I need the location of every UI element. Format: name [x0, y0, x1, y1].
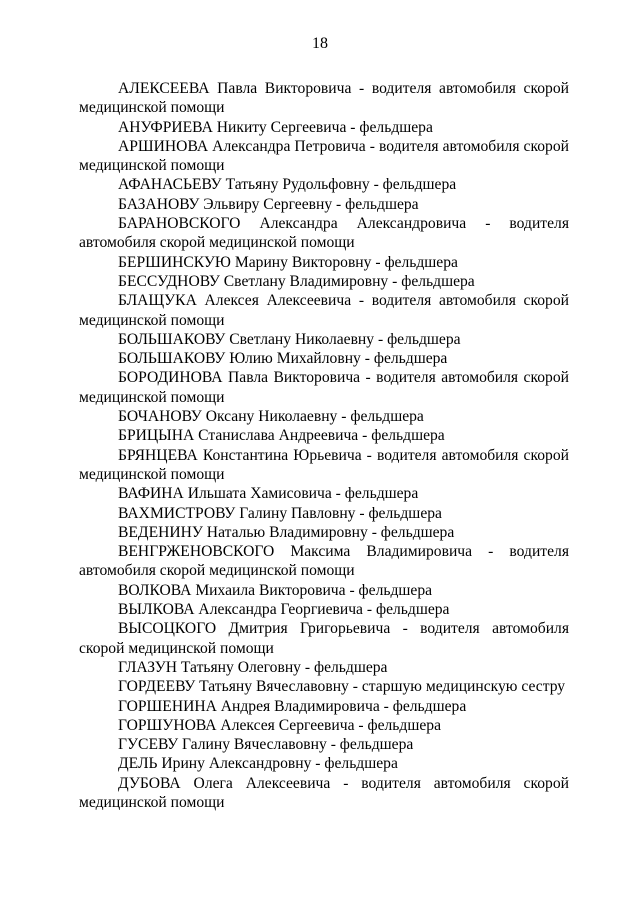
list-item: ВЫЛКОВА Александра Георгиевича - фельдшера	[118, 601, 450, 619]
list-item: БЕРШИНСКУЮ Марину Викторовну - фельдшера	[118, 253, 458, 271]
list-item: АФАНАСЬЕВУ Татьяну Рудольфовну - фельдшера	[118, 176, 457, 194]
list-item: АРШИНОВА Александра Петровича - водителя автомобиля скорой медицинской помощи	[79, 137, 569, 175]
list-item: АЛЕКСЕЕВА Павла Викторовича - водителя автомобиля скорой медицинской помощи	[79, 80, 569, 117]
list-item: БОЧАНОВУ Оксану Николаевну - фельдшера	[118, 408, 424, 426]
list-item: БОЛЬШАКОВУ Светлану Николаевну - фельдшера	[118, 330, 461, 348]
list-item: ГОРШЕНИНА Андрея Владимировича - фельдшера	[118, 697, 467, 715]
list-item: БАЗАНОВУ Эльвиру Сергеевну - фельдшера	[118, 195, 419, 213]
list-item: ГОРДЕЕВУ Татьяну Вячеславовну - старшую медицинскую сестру	[118, 678, 566, 696]
list-item: БЛАЩУКА Алексея Алексеевича - водителя автомобиля скорой медицинской помощи	[79, 292, 569, 329]
list-item: ВОЛКОВА Михаила Викторовича - фельдшера	[118, 581, 433, 599]
list-item: БРЯНЦЕВА Константина Юрьевича - водителя автомобиля скорой медицинской помощи	[79, 446, 569, 483]
list-item: БОЛЬШАКОВУ Юлию Михайловну - фельдшера	[118, 350, 448, 368]
list-item: БАРАНОВСКОГО Александра Александровича - водителя автомобиля скорой медицинской помощи	[79, 215, 569, 252]
list-item: ГОРШУНОВА Алексея Сергеевича - фельдшера	[118, 716, 441, 734]
page-number: 18	[312, 35, 328, 52]
list-item: ВЫСОЦКОГО Дмитрия Григорьевича - водителя автомобиля скорой медицинской помощи	[79, 620, 569, 657]
list-item: ВЕНГРЖЕНОВСКОГО Максима Владимировича - водителя автомобиля скорой медицинской помощи	[79, 543, 569, 580]
list-item: БРИЦЫНА Станислава Андреевича - фельдшера	[118, 427, 445, 445]
personnel-list	[79, 79, 569, 812]
list-item: ДУБОВА Олега Алексеевича - водителя автомобиля скорой медицинской помощи	[79, 774, 569, 811]
list-item: ГУСЕВУ Галину Вячеславовну - фельдшера	[118, 736, 414, 754]
list-item: АНУФРИЕВА Никиту Сергеевича - фельдшера	[118, 118, 433, 136]
list-item: ВАФИНА Ильшата Хамисовича - фельдшера	[118, 485, 419, 503]
list-item: ВАХМИСТРОВУ Галину Павловну - фельдшера	[118, 504, 442, 522]
list-item: БОРОДИНОВА Павла Викторовича - водителя автомобиля скорой медицинской помощи	[79, 369, 569, 406]
list-item: БЕССУДНОВУ Светлану Владимировну - фельдшера	[118, 272, 475, 290]
list-item: ДЕЛЬ Ирину Александровну - фельдшера	[118, 755, 398, 773]
list-item: ВЕДЕНИНУ Наталью Владимировну - фельдшера	[118, 523, 455, 541]
list-item: ГЛАЗУН Татьяну Олеговну - фельдшера	[118, 658, 388, 676]
